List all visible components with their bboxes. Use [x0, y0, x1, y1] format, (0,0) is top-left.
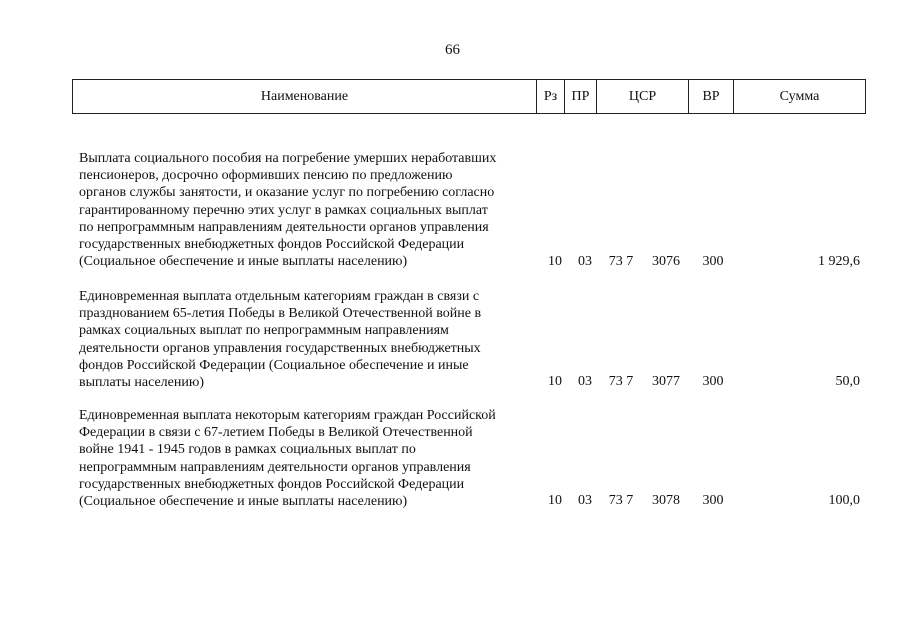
row-csr-code: 3076 — [652, 254, 680, 269]
table-header — [72, 79, 866, 114]
header-pr: ПР — [565, 80, 597, 114]
row-pr: 03 — [578, 374, 592, 389]
row-rz: 10 — [548, 493, 562, 508]
row-rz: 10 — [548, 254, 562, 269]
row-csr-program: 73 7 — [608, 374, 634, 389]
row-csr-program: 73 7 — [608, 254, 634, 269]
row-vr: 300 — [702, 374, 724, 389]
header-row — [73, 80, 866, 114]
page-number: 66 — [445, 42, 460, 58]
row-pr: 03 — [578, 493, 592, 508]
row-sum: 50,0 — [835, 374, 860, 389]
row-sum: 1 929,6 — [818, 254, 860, 269]
row-sum: 100,0 — [828, 493, 860, 508]
row-csr-code: 3078 — [652, 493, 680, 508]
header-sum: Сумма — [734, 80, 866, 114]
row-vr: 300 — [702, 254, 724, 269]
header-vr: ВР — [689, 80, 734, 114]
header-csr: ЦСР — [597, 80, 689, 114]
row-description: Единовременная выплата некоторым категориям граждан Российской Федерации в связи с 67-летием Победы в Великой Отечественной войне 1941 - 1945 годов в рамках социальных выплат по непрограммным направлениям деятельности органов управления государственных внебюджетных фондов Российской Федерации (Социальное обеспечение и иные выплаты населению) — [79, 408, 496, 510]
row-csr-code: 3077 — [652, 374, 680, 389]
row-description: Единовременная выплата отдельным категориям граждан в связи с празднованием 65-летия Победы в Великой Отечественной войне в рамках социальных выплат по непрограммным направлениям деятельности органов управления государственных внебюджетных фондов Российской Федерации (Социальное обеспечение и иные выплаты населению) — [79, 289, 482, 391]
row-rz: 10 — [548, 374, 562, 389]
row-pr: 03 — [578, 254, 592, 269]
row-vr: 300 — [702, 493, 724, 508]
header-name: Наименование — [73, 80, 537, 114]
row-description: Выплата социального пособия на погребение умерших неработавших пенсионеров, досрочно оформивших пенсию по предложению органов службы занятости, и оказание услуг по погребению согласно гарантированному перечню этих услуг в рамках социальных выплат по непрограммным направлениям деятельности органов управления государственных внебюджетных фондов Российской Федерации (Социальное обеспечение и иные выплаты населению) — [79, 151, 497, 270]
header-rz: Рз — [537, 80, 565, 114]
row-csr-program: 73 7 — [608, 493, 634, 508]
